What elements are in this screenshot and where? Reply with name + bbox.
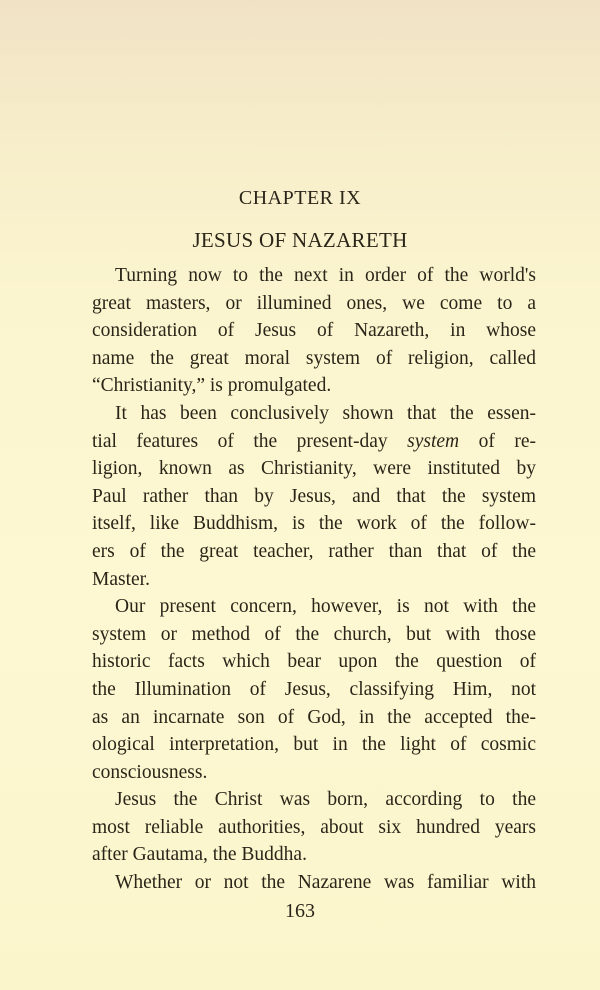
text-line: as an incarnate son of God, in the accepted the- [92, 706, 536, 728]
paragraph [92, 786, 536, 869]
page-number: 163 [285, 900, 315, 922]
text-line: ligion, known as Christianity, were instituted by [92, 458, 536, 480]
text-line: “Christianity,” is promulgated. [92, 375, 332, 397]
paragraph [92, 869, 536, 897]
paragraph [92, 400, 536, 593]
chapter-title: JESUS OF NAZARETH [192, 228, 408, 252]
text-line: most reliable authorities, about six hundred years [92, 816, 536, 838]
text-line: Turning now to the next in order of the world's [115, 265, 536, 286]
text-line: Master. [92, 568, 150, 590]
paragraph [92, 262, 536, 400]
text-line: It has been conclusively shown that the essen- [115, 402, 536, 424]
text-line: great masters, or illumined ones, we come to a [92, 292, 536, 314]
text-line: Whether or not the Nazarene was familiar with [115, 872, 536, 894]
text-line: ological interpretation, but in the light of cosmic [92, 734, 536, 756]
text-line [92, 428, 536, 456]
text-line: system or method of the church, but with those [92, 623, 536, 645]
text-line: consciousness. [92, 761, 208, 783]
text-line: itself, like Buddhism, is the work of the follow- [92, 513, 536, 535]
text-line: the Illumination of Jesus, classifying Him, not [92, 678, 536, 700]
text-segment: of re- [459, 430, 536, 452]
text-line: historic facts which bear upon the question of [92, 651, 536, 673]
chapter-label: CHAPTER IX [238, 187, 362, 209]
text-line: Jesus the Christ was born, according to the [115, 789, 536, 811]
text-line: name the great moral system of religion, called [92, 347, 536, 369]
body-text [92, 262, 536, 897]
text-line: ers of the great teacher, rather than that of the [92, 540, 536, 562]
text-line: consideration of Jesus of Nazareth, in whose [92, 320, 536, 342]
paragraph [92, 593, 536, 786]
text-line: Paul rather than by Jesus, and that the system [92, 485, 536, 507]
italic-text: system [407, 430, 460, 452]
text-segment: tial features of the present-day [92, 430, 408, 452]
text-line: Our present concern, however, is not with the [115, 596, 536, 618]
text-line: after Gautama, the Buddha. [92, 844, 307, 866]
